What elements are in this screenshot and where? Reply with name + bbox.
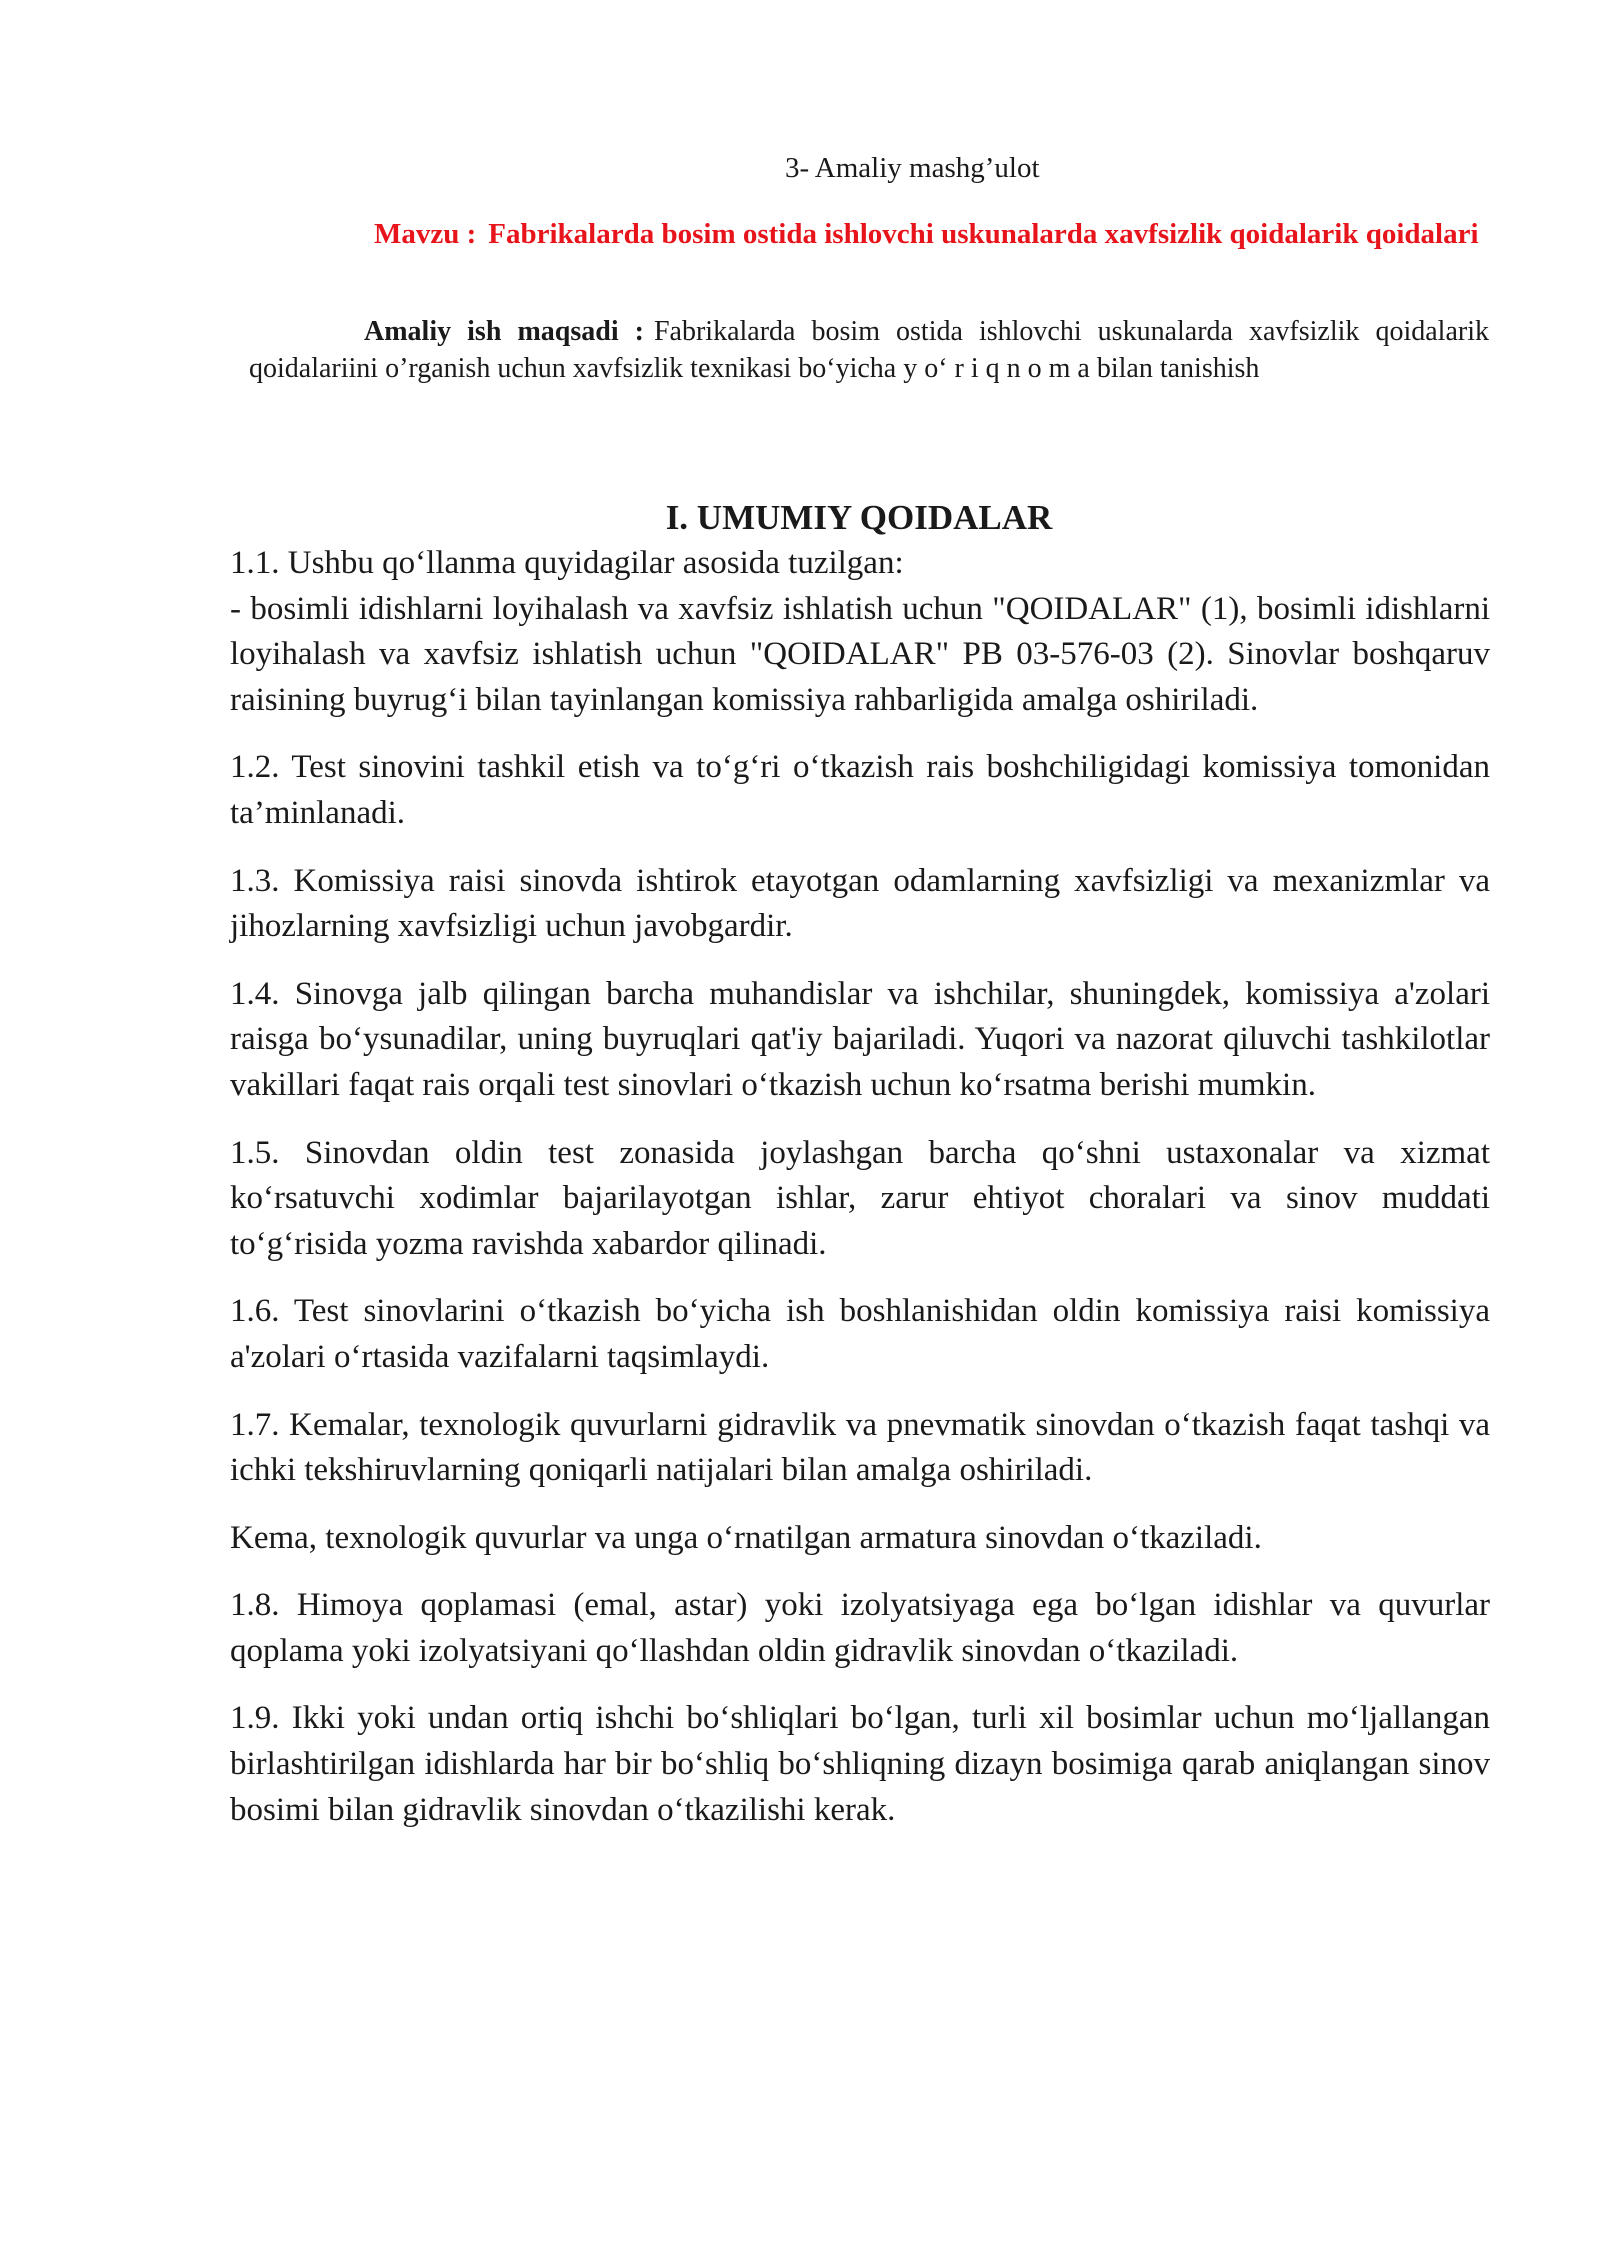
- paragraph-1-1-list: - bosimli idishlarni loyihalash va xavfsiz ishlatish uchun "QOIDALAR" (1), bosimli idishlarni loyihalash va xavfsiz ishlatish uchun "QOIDALAR" PB 03-576-03 (2). Sinovlar boshqaruv raisining buyrug‘i bilan tayinlangan komissiya rahbarligida amalga oshiriladi.: [230, 590, 1490, 718]
- paragraph-1-4: 1.4. Sinovga jalb qilingan barcha muhandislar va ishchilar, shuningdek, komissiya a'zolari raisga bo‘ysunadilar, uning buyruqlari qat'iy bajariladi. Yuqori va nazorat qiluvchi tashkilotlar vakillari faqat rais orqali test sinovlari o‘tkazish uchun ko‘rsatma berishi mumkin.: [230, 975, 1490, 1103]
- lesson-title: 3- Amaliy mashg’ulot: [785, 152, 1040, 184]
- paragraph-1-7: 1.7. Kemalar, texnologik quvurlarni gidravlik va pnevmatik sinovdan o‘tkazish faqat tashqi va ichki tekshiruvlarning qoniqarli natijalari bilan amalga oshiriladi.: [230, 1406, 1490, 1489]
- paragraph-1-3: 1.3. Komissiya raisi sinovda ishtirok etayotgan odamlarning xavfsizligi va mexanizmlar va jihozlarning xavfsizligi uchun javobgardir.: [230, 862, 1490, 945]
- section-heading: I. UMUMIY QOIDALAR: [665, 498, 1053, 537]
- topic-text: Fabrikalarda bosim ostida ishlovchi uskunalarda xavfsizlik qoidalarik qoidalari: [488, 218, 1479, 250]
- paragraph-1-7-note: Kema, texnologik quvurlar va unga o‘rnatilgan armatura sinovdan o‘tkaziladi.: [230, 1519, 1262, 1556]
- goal-label: Amaliy ish maqsadi :: [364, 316, 644, 347]
- topic-block: [249, 214, 1489, 254]
- goal-block: [249, 313, 1489, 387]
- document-body: [230, 541, 1490, 1855]
- paragraph-1-1-intro: 1.1. Ushbu qo‘llanma quyidagilar asosida tuzilgan:: [230, 545, 904, 581]
- paragraph-1-2: 1.2. Test sinovini tashkil etish va to‘g‘ri o‘tkazish rais boshchiligidagi komissiya tomonidan ta’minlanadi.: [230, 749, 1490, 831]
- paragraph-1-9: 1.9. Ikki yoki undan ortiq ishchi bo‘shliqlari bo‘lgan, turli xil bosimlar uchun mo‘ljallangan birlashtirilgan idishlarda har bir bo‘shliq bo‘shliqning dizayn bosimiga qarab aniqlangan sinov bosimi bilan gidravlik sinovdan o‘tkazilishi kerak.: [230, 1700, 1490, 1828]
- paragraph-1-1: [230, 541, 1490, 723]
- paragraph-1-8: 1.8. Himoya qoplamasi (emal, astar) yoki izolyatsiyaga ega bo‘lgan idishlar va quvurlar qoplama yoki izolyatsiyani qo‘llashdan oldin gidravlik sinovdan o‘tkaziladi.: [230, 1587, 1490, 1669]
- paragraph-1-6: 1.6. Test sinovlarini o‘tkazish bo‘yicha ish boshlanishidan oldin komissiya raisi komissiya a'zolari o‘rtasida vazifalarni taqsimlaydi.: [230, 1293, 1490, 1375]
- topic-label: Mavzu :: [374, 218, 477, 250]
- goal-text: Fabrikalarda bosim ostida ishlovchi uskunalarda xavfsizlik qoidalarik qoidalariini o’rganish uchun xavfsizlik texnikasi bo‘yicha y o‘ r i q n o m a bilan tanishish: [249, 316, 1489, 384]
- paragraph-1-5: 1.5. Sinovdan oldin test zonasida joylashgan barcha qo‘shni ustaxonalar va xizmat ko‘rsatuvchi xodimlar bajarilayotgan ishlar, zarur ehtiyot choralari va sinov muddati to‘g‘risida yozma ravishda xabardor qilinadi.: [230, 1134, 1490, 1262]
